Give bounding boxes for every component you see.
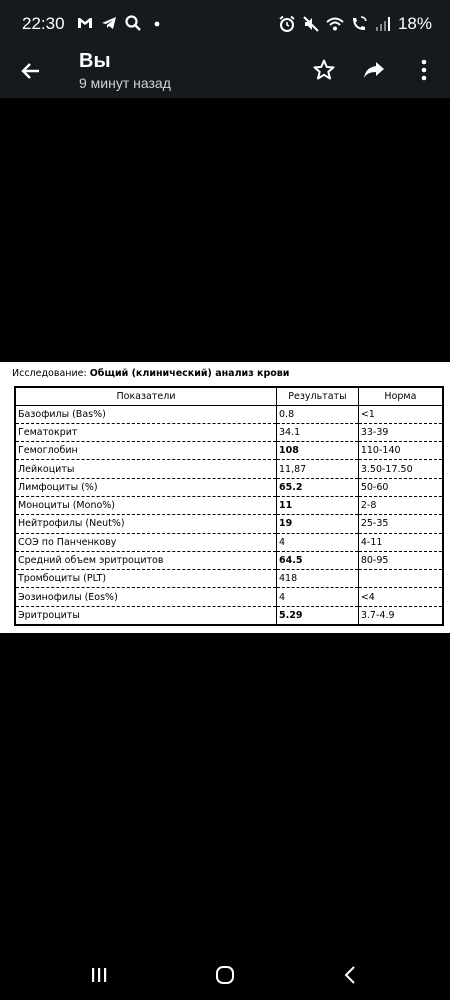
result-value: 0.8 <box>277 405 359 423</box>
dot-icon <box>148 14 166 32</box>
indicator-name: Средний объем эритроцитов <box>15 551 277 569</box>
sender-info <box>79 50 171 91</box>
sent-time: 9 минут назад <box>79 75 171 91</box>
favorite-button[interactable] <box>308 54 340 86</box>
indicator-name: Гемоглобин <box>15 442 277 460</box>
status-notification-icons <box>76 14 166 32</box>
gmail-icon <box>76 14 94 32</box>
result-value: 65.2 <box>277 478 359 496</box>
norm-range: 4-11 <box>358 533 443 551</box>
indicator-name: СОЭ по Панченкову <box>15 533 277 551</box>
norm-range <box>358 570 443 588</box>
more-vert-icon <box>419 58 429 82</box>
indicator-name: Тромбоциты (PLT) <box>15 570 277 588</box>
result-value: 11 <box>277 496 359 514</box>
telegram-icon <box>100 14 118 32</box>
table-row <box>15 533 443 551</box>
study-header <box>12 368 289 379</box>
table-row <box>15 588 443 606</box>
alarm-icon <box>278 15 296 33</box>
norm-range: 50-60 <box>358 478 443 496</box>
star-icon <box>312 58 336 82</box>
study-title: Общий (клинический) анализ крови <box>89 368 290 379</box>
result-value: 108 <box>277 442 359 460</box>
indicator-name: Эозинофилы (Eos%) <box>15 588 277 606</box>
sender-name: Вы <box>79 50 111 72</box>
norm-range: 3.7-4.9 <box>358 606 443 624</box>
norm-range: 2-8 <box>358 496 443 514</box>
app-actions <box>308 54 440 86</box>
app-bar <box>0 48 450 98</box>
arrow-back-icon <box>19 59 43 83</box>
column-header-norm: Норма <box>358 387 443 405</box>
study-label: Исследование: <box>12 368 87 379</box>
norm-range: 33-39 <box>358 423 443 441</box>
results-table <box>14 386 444 626</box>
table-row <box>15 515 443 533</box>
table-row <box>15 606 443 624</box>
wifi-icon <box>326 15 344 33</box>
result-value: 5.29 <box>277 606 359 624</box>
indicator-name: Лейкоциты <box>15 460 277 478</box>
table-row <box>15 570 443 588</box>
status-time: 22:30 <box>22 14 65 33</box>
result-value: 4 <box>277 533 359 551</box>
norm-range: 25-35 <box>358 515 443 533</box>
search-icon <box>124 14 142 32</box>
system-nav-bar <box>0 950 450 1000</box>
column-header-result: Результаты <box>277 387 359 405</box>
result-value: 4 <box>277 588 359 606</box>
table-row <box>15 478 443 496</box>
more-options-button[interactable] <box>408 54 440 86</box>
chevron-left-icon <box>341 965 361 985</box>
table-row <box>15 405 443 423</box>
indicator-name: Лимфоциты (%) <box>15 478 277 496</box>
result-value: 19 <box>277 515 359 533</box>
column-header-indicator: Показатели <box>15 387 277 405</box>
indicator-name: Эритроциты <box>15 606 277 624</box>
share-button[interactable] <box>358 54 390 86</box>
indicator-name: Базофилы (Bas%) <box>15 405 277 423</box>
mute-icon <box>302 15 320 33</box>
indicator-name: Гематокрит <box>15 423 277 441</box>
home-icon <box>214 964 236 986</box>
home-button[interactable] <box>205 962 245 988</box>
wifi-call-icon <box>350 15 368 33</box>
table-row <box>15 551 443 569</box>
result-value: 418 <box>277 570 359 588</box>
battery-level: 18% <box>397 14 432 33</box>
table-row <box>15 496 443 514</box>
attached-image[interactable] <box>0 362 450 633</box>
result-value: 34.1 <box>277 423 359 441</box>
norm-range: <4 <box>358 588 443 606</box>
indicator-name: Моноциты (Mono%) <box>15 496 277 514</box>
table-row <box>15 460 443 478</box>
back-nav-button[interactable] <box>331 962 371 988</box>
result-value: 11,87 <box>277 460 359 478</box>
status-bar <box>0 0 450 48</box>
result-value: 64.5 <box>277 551 359 569</box>
norm-range: <1 <box>358 405 443 423</box>
norm-range: 80-95 <box>358 551 443 569</box>
back-button[interactable] <box>14 54 48 88</box>
table-row <box>15 442 443 460</box>
norm-range: 3.50-17.50 <box>358 460 443 478</box>
status-system-icons <box>278 14 432 34</box>
recent-apps-button[interactable] <box>79 962 119 988</box>
norm-range: 110-140 <box>358 442 443 460</box>
recents-icon <box>89 965 109 985</box>
indicator-name: Нейтрофилы (Neut%) <box>15 515 277 533</box>
table-header-row <box>15 387 443 405</box>
share-arrow-icon <box>362 58 386 82</box>
signal-icon <box>374 15 392 33</box>
table-row <box>15 423 443 441</box>
